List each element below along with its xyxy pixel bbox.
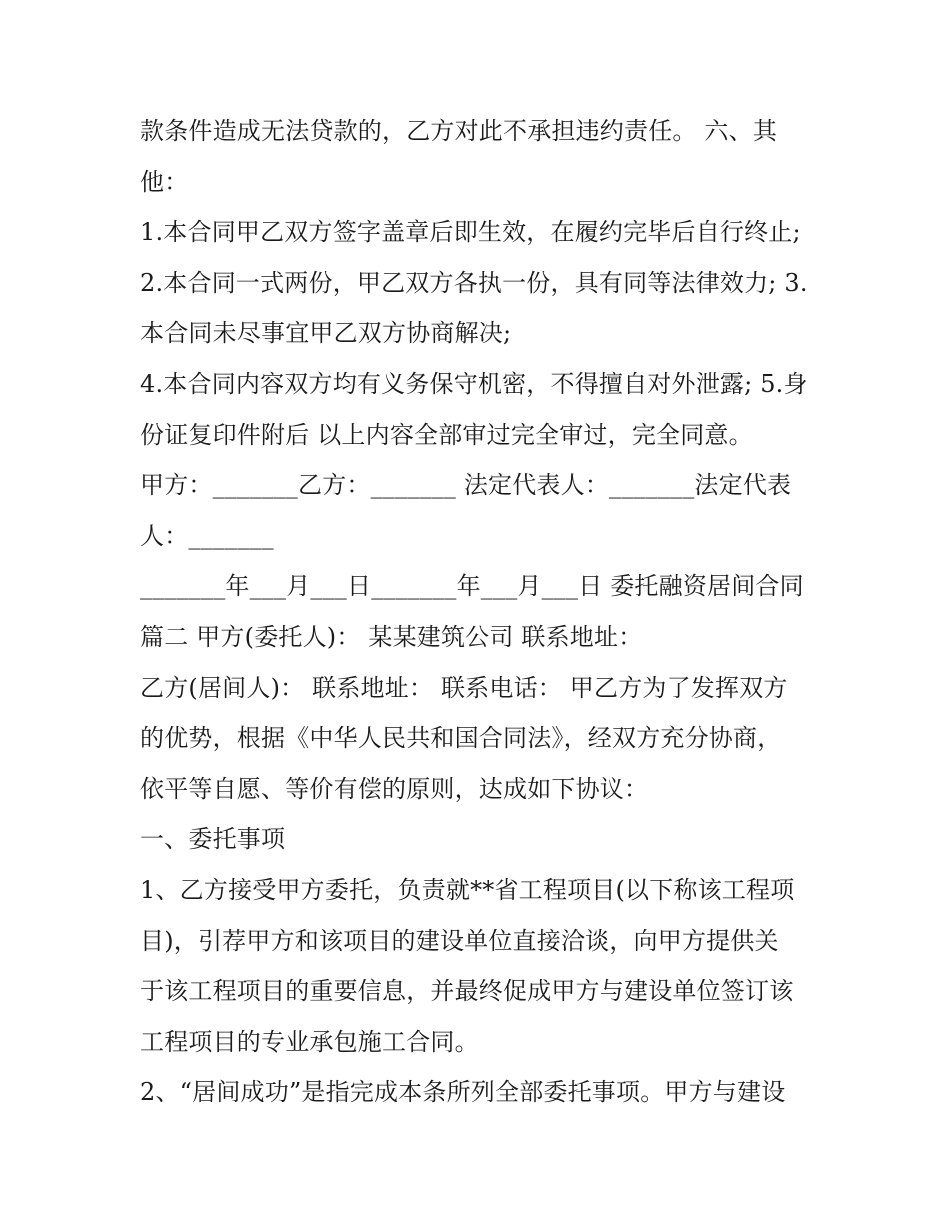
- text-line: 1、乙方接受甲方委托，负责就**省工程项目(以下称该工程项: [140, 875, 795, 904]
- text-line: 乙方(居间人)： 联系地址： 联系电话： 甲乙方为了发挥双方: [140, 673, 788, 702]
- text-line: 1.本合同甲乙双方签字盖章后即生效，在履约完毕后自行终止;: [140, 218, 801, 247]
- text-line: 目)，引荐甲方和该项目的建设单位直接洽谈，向甲方提供关: [140, 926, 779, 955]
- section-heading: 一、委托事项: [140, 825, 286, 854]
- signature-line: 甲方：_______乙方：_______ 法定代表人：_______法定代表: [140, 471, 792, 500]
- text-line: 份证复印件附后 以上内容全部审过完全审过，完全同意。: [140, 420, 753, 449]
- text-line: 本合同未尽事宜甲乙双方协商解决;: [140, 319, 512, 348]
- date-line: _______年___月___日_______年___月___日 委托融资居间合同: [140, 572, 804, 601]
- text-line: 于该工程项目的重要信息，并最终促成甲方与建设单位签订该: [140, 977, 794, 1006]
- text-line: 款条件造成无法贷款的，乙方对此不承担违约责任。 六、其: [140, 117, 778, 145]
- text-line: 4.本合同内容双方均有义务保守机密，不得擅自对外泄露; 5.身: [140, 369, 808, 398]
- text-line: 2.本合同一式两份，甲乙双方各执一份，具有同等法律效力; 3.: [140, 268, 808, 297]
- text-line: 他：: [140, 167, 189, 196]
- signature-line: 人：_______: [140, 521, 274, 550]
- text-line: 篇二 甲方(委托人)： 某某建筑公司 联系地址：: [140, 622, 643, 651]
- text-line: 的优势，根据《中华人民共和国合同法》，经双方充分协商，: [140, 724, 782, 753]
- text-line: 依平等自愿、等价有偿的原则，达成如下协议：: [140, 774, 649, 803]
- text-line: 工程项目的专业承包施工合同。: [140, 1027, 479, 1056]
- text-line: 2、“居间成功”是指完成本条所列全部委托事项。甲方与建设: [140, 1078, 786, 1107]
- document-body: [140, 106, 820, 1118]
